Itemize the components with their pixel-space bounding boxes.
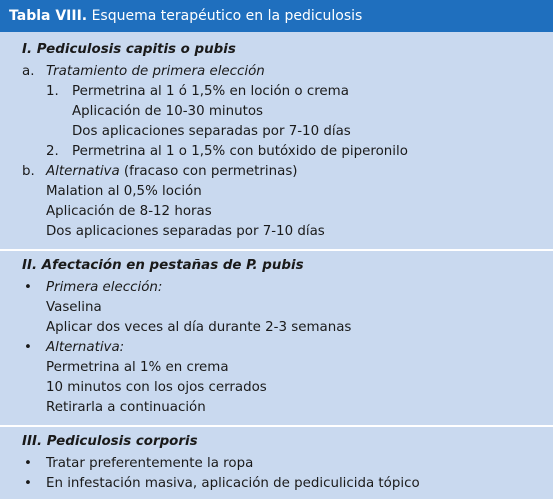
bullet-marker: • [24,476,32,491]
bullet-label: Primera elección: [46,280,163,295]
bullet-label: Alternativa: [46,340,125,355]
list-item: Retirarla a continuación [46,400,206,415]
list-item: Malation al 0,5% loción [46,184,202,199]
subsection-label [46,163,298,181]
section-divider [0,425,553,427]
list-marker: a. [22,64,35,79]
list-item: Aplicación de 8-12 horas [46,204,212,219]
alternative-note: (fracaso con permetrinas) [119,164,298,179]
bullet-marker: • [24,340,32,355]
list-item: Dos aplicaciones separadas por 7-10 días [72,124,351,139]
table-header [0,0,553,32]
table-number: Tabla VIII. [9,8,88,24]
table-title: Esquema terapéutico en la pediculosis [91,8,363,24]
list-item: 10 minutos con los ojos cerrados [46,380,267,395]
section-heading: I. Pediculosis capitis o pubis [22,42,236,57]
list-item: Aplicar dos veces al día durante 2-3 semanas [46,320,352,335]
list-item: En infestación masiva, aplicación de pediculicida tópico [46,476,420,491]
section-divider [0,249,553,251]
list-marker: 1. [46,84,59,99]
list-item: Permetrina al 1 o 1,5% con butóxido de piperonilo [72,144,408,159]
list-item: Dos aplicaciones separadas por 7-10 días [46,224,325,239]
alternative-label: Alternativa [46,164,120,179]
list-item: Vaselina [46,300,102,315]
bullet-marker: • [24,456,32,471]
list-marker: 2. [46,144,59,159]
section-heading: III. Pediculosis corporis [22,434,198,449]
subsection-label: Tratamiento de primera elección [46,64,265,79]
section-heading: II. Afectación en pestañas de P. pubis [22,258,304,273]
list-marker: b. [22,164,35,179]
bullet-marker: • [24,280,32,295]
list-item: Aplicación de 10-30 minutos [72,104,264,119]
list-item: Permetrina al 1 ó 1,5% en loción o crema [72,84,349,99]
list-item: Permetrina al 1% en crema [46,360,229,375]
list-item: Tratar preferentemente la ropa [46,456,254,471]
